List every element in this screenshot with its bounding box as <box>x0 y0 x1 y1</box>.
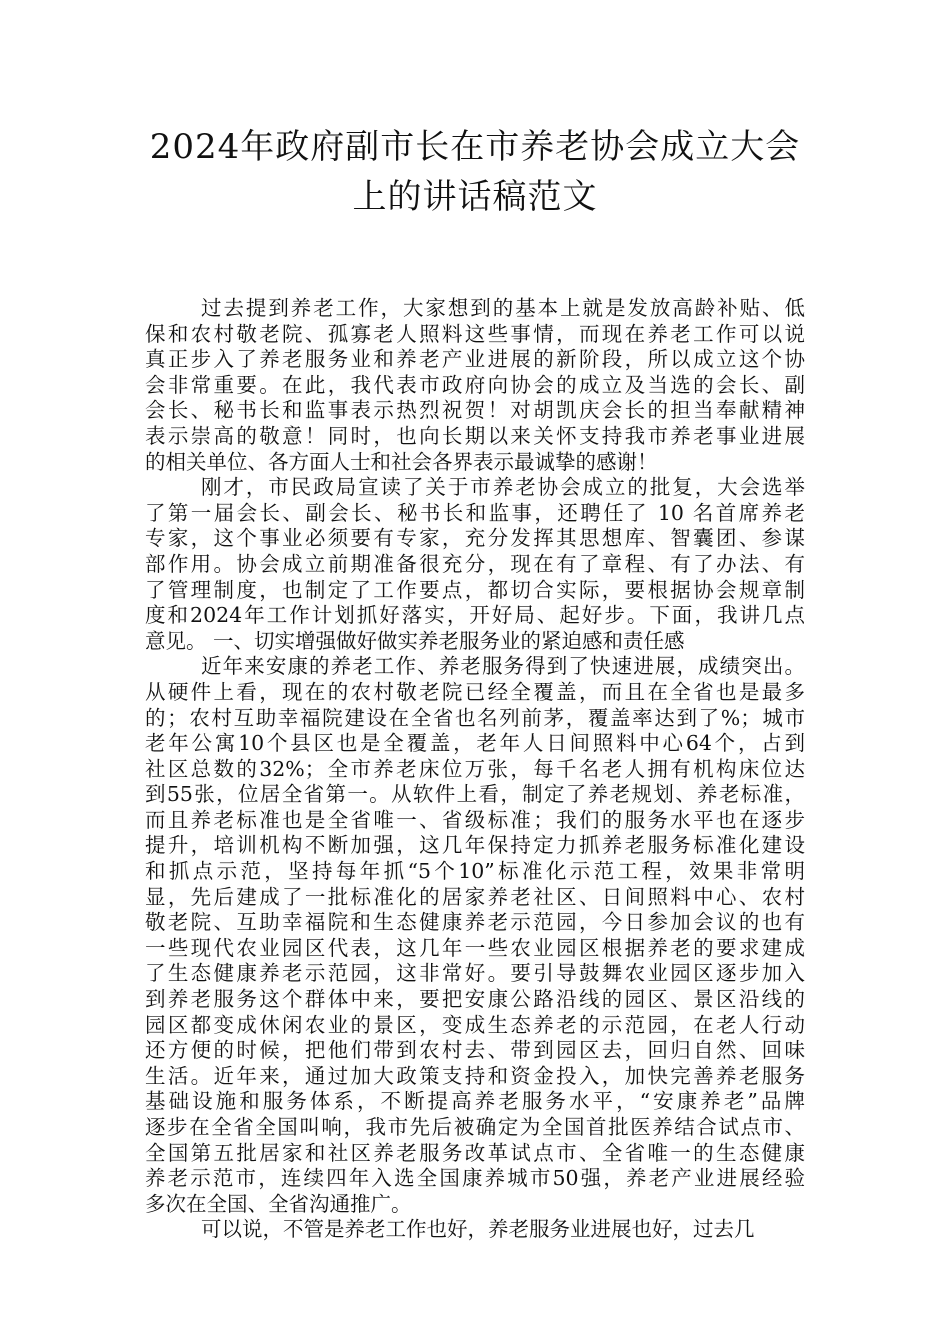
paragraph <box>145 654 805 1217</box>
paragraph-line: 会非常重要。在此，我代表市政府向协会的成立及当选的会长、副 <box>145 372 805 397</box>
paragraph-line: 到养老服务这个群体中来，要把安康公路沿线的园区、景区沿线的 <box>145 987 805 1012</box>
paragraph-line: 过去提到养老工作，大家想到的基本上就是发放高龄补贴、低 <box>201 296 805 320</box>
paragraph-line: 专家，这个事业必须要有专家，充分发挥其思想库、智囊团、参谋 <box>145 526 805 551</box>
paragraph-line: 从硬件上看，现在的农村敬老院已经全覆盖，而且在全省也是最多 <box>145 679 805 704</box>
paragraph-line: 老年公寓10个县区也是全覆盖，老年人日间照料中心64个，占到 <box>145 731 805 756</box>
paragraph-line: 养老示范市，连续四年入选全国康养城市50强，养老产业进展经验 <box>145 1166 805 1191</box>
paragraph <box>145 475 805 654</box>
paragraph-line: 园区都变成休闲农业的景区，变成生态养老的示范园，在老人行动 <box>145 1012 805 1037</box>
paragraph-line: 敬老院、互助幸福院和生态健康养老示范园，今日参加会议的也有 <box>145 910 805 935</box>
paragraph-line: 了管理制度，也制定了工作要点，都切合实际，要根据协会规章制 <box>145 577 805 602</box>
paragraph-line: 保和农村敬老院、孤寡老人照料这些事情，而现在养老工作可以说 <box>145 321 805 346</box>
paragraph-line: 一些现代农业园区代表，这几年一些农业园区根据养老的要求建成 <box>145 935 805 960</box>
paragraph-line: 多次在全国、全省沟通推广。 <box>145 1191 412 1216</box>
paragraph-line: 生活。近年来，通过加大政策支持和资金投入，加快完善养老服务 <box>145 1063 805 1088</box>
paragraph-line: 和抓点示范，坚持每年抓“5个10”标准化示范工程，效果非常明 <box>145 859 805 884</box>
paragraph-line: 提升，培训机构不断加强，这几年保持定力抓养老服务标准化建设 <box>145 833 805 858</box>
paragraph-line: 还方便的时候，把他们带到农村去、带到园区去，回归自然、回味 <box>145 1038 805 1063</box>
paragraph-line: 意见。 一、切实增强做好做实养老服务业的紧迫感和责任感 <box>145 628 685 653</box>
paragraph-line: 的相关单位、各方面人士和社会各界表示最诚挚的感谢！ <box>145 449 658 474</box>
paragraph-line: 社区总数的32%；全市养老床位万张，每千名老人拥有机构床位达 <box>145 756 805 781</box>
document-body <box>145 296 805 1243</box>
paragraph-line: 显，先后建成了一批标准化的居家养老社区、日间照料中心、农村 <box>145 884 805 909</box>
paragraph-line: 了第一届会长、副会长、秘书长和监事，还聘任了 10 名首席养老 <box>145 500 805 525</box>
paragraph-line: 部作用。协会成立前期准备很充分，现在有了章程、有了办法、有 <box>145 551 805 576</box>
paragraph-line: 全国第五批居家和社区养老服务改革试点市、全省唯一的生态健康 <box>145 1140 805 1165</box>
paragraph-line: 逐步在全省全国叫响，我市先后被确定为全国首批医养结合试点市、 <box>145 1115 805 1139</box>
paragraph-line: 的；农村互助幸福院建设在全省也名列前茅，覆盖率达到了%；城市 <box>145 705 805 730</box>
document-title <box>100 122 850 222</box>
paragraph-line: 基础设施和服务体系，不断提高养老服务水平，“安康养老”品牌 <box>145 1089 805 1114</box>
title-line: 2024年政府副市长在市养老协会成立大会 <box>149 127 801 167</box>
paragraph-line: 会长、秘书长和监事表示热烈祝贺！对胡凯庆会长的担当奉献精神 <box>145 398 805 423</box>
paragraph-line: 刚才，市民政局宣读了关于市养老协会成立的批复，大会选举 <box>201 475 805 500</box>
paragraph-line: 表示崇高的敬意！同时，也向长期以来关怀支持我市养老事业进展 <box>145 423 805 448</box>
paragraph-line: 可以说，不管是养老工作也好，养老服务业进展也好，过去几 <box>201 1217 755 1242</box>
paragraph-line: 真正步入了养老服务业和养老产业进展的新阶段，所以成立这个协 <box>145 347 805 372</box>
paragraph-line: 度和2024年工作计划抓好落实，开好局、起好步。下面，我讲几点 <box>145 603 805 628</box>
paragraph-line: 了生态健康养老示范园，这非常好。要引导鼓舞农业园区逐步加入 <box>145 961 805 986</box>
paragraph-line: 而且养老标准也是全省唯一、省级标准；我们的服务水平也在逐步 <box>145 807 805 832</box>
paragraph <box>145 296 805 475</box>
paragraph-line: 近年来安康的养老工作、养老服务得到了快速进展，成绩突出。 <box>201 654 805 679</box>
paragraph <box>145 1217 805 1243</box>
paragraph-line: 到55张，位居全省第一。从软件上看，制定了养老规划、养老标准， <box>145 782 805 807</box>
title-line: 上的讲话稿范文 <box>352 177 598 217</box>
